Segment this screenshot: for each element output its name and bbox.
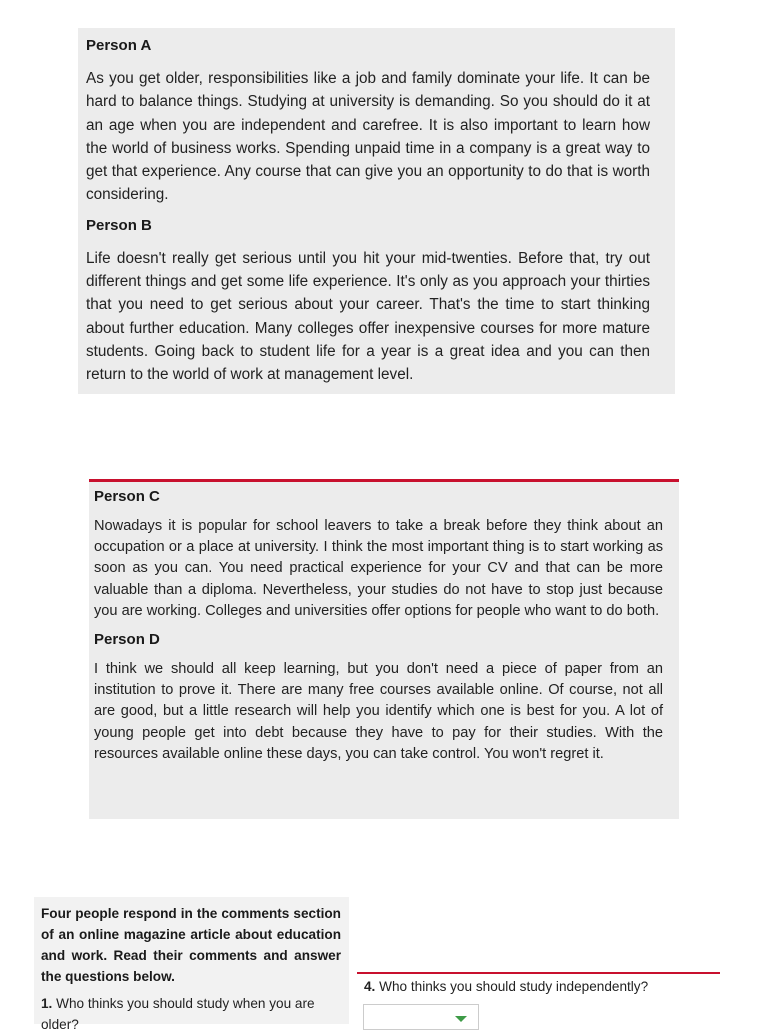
question-number: 1. <box>41 996 53 1011</box>
commenter-name: Person D <box>94 631 160 649</box>
comment-text: As you get older, responsibilities like a job and family dominate your life. It can be hard to balance things. Studying at university is demanding. So you should do it at an age when you are independent and carefree. It is also important to learn how the world of business works. Spending unpaid time in a company is a great way to get that experience. Any course that can give you an opportunity to do that is worth considering. <box>86 70 650 204</box>
instructions-text: Four people respond in the comments section of an online magazine article about education and work. Read their comments and answer the questions below. <box>41 906 341 984</box>
comment-person-b <box>86 216 650 387</box>
chevron-down-icon <box>455 1016 467 1022</box>
comment-person-a <box>86 36 650 207</box>
comments-panel-bottom <box>89 479 679 819</box>
question-text: Who thinks you should study independently? <box>379 979 649 994</box>
question-text: Who thinks you should study when you are older? <box>41 996 315 1032</box>
comments-panel-top <box>78 28 675 394</box>
comment-text: I think we should all keep learning, but you don't need a piece of paper from an institution to prove it. There are many free courses available online. Of course, not all are good, but a little research will help you identify which one is best for you. A lot of young people get into debt because they have to pay for their studies. With the resources available online these days, you can take control. You won't regret it. <box>94 661 663 762</box>
commenter-name: Person B <box>86 216 152 234</box>
commenter-name: Person C <box>94 488 160 505</box>
question-4 <box>364 977 720 997</box>
question-1 <box>41 993 341 1035</box>
commenter-name: Person A <box>86 37 152 54</box>
comment-text: Life doesn't really get serious until you hit your mid-twenties. Before that, try out different things and get some life experience. It's only as you approach your thirties that you need to get serious about your career. That's the time to start thinking about further education. Many colleges offer inexpensive courses for more mature students. Going back to student life for a year is a great idea and you can then return to the world of work at management level. <box>86 249 650 384</box>
comment-person-c <box>94 487 663 622</box>
answer-dropdown[interactable] <box>363 1004 479 1030</box>
comment-person-d <box>94 630 663 765</box>
instructions-box <box>34 897 349 1032</box>
question-number: 4. <box>364 979 376 994</box>
comment-text: Nowadays it is popular for school leavers to take a break before they think about an occupation or a place at university. I think the most important thing is to start working as soon as you can. You need practical experience for your CV and that can be more valuable than a diploma. Nevertheless, your studies do not have to stop just because you are working. Colleges and universities offer options for people who want to do both. <box>94 518 663 619</box>
question-4-box <box>357 972 720 1024</box>
